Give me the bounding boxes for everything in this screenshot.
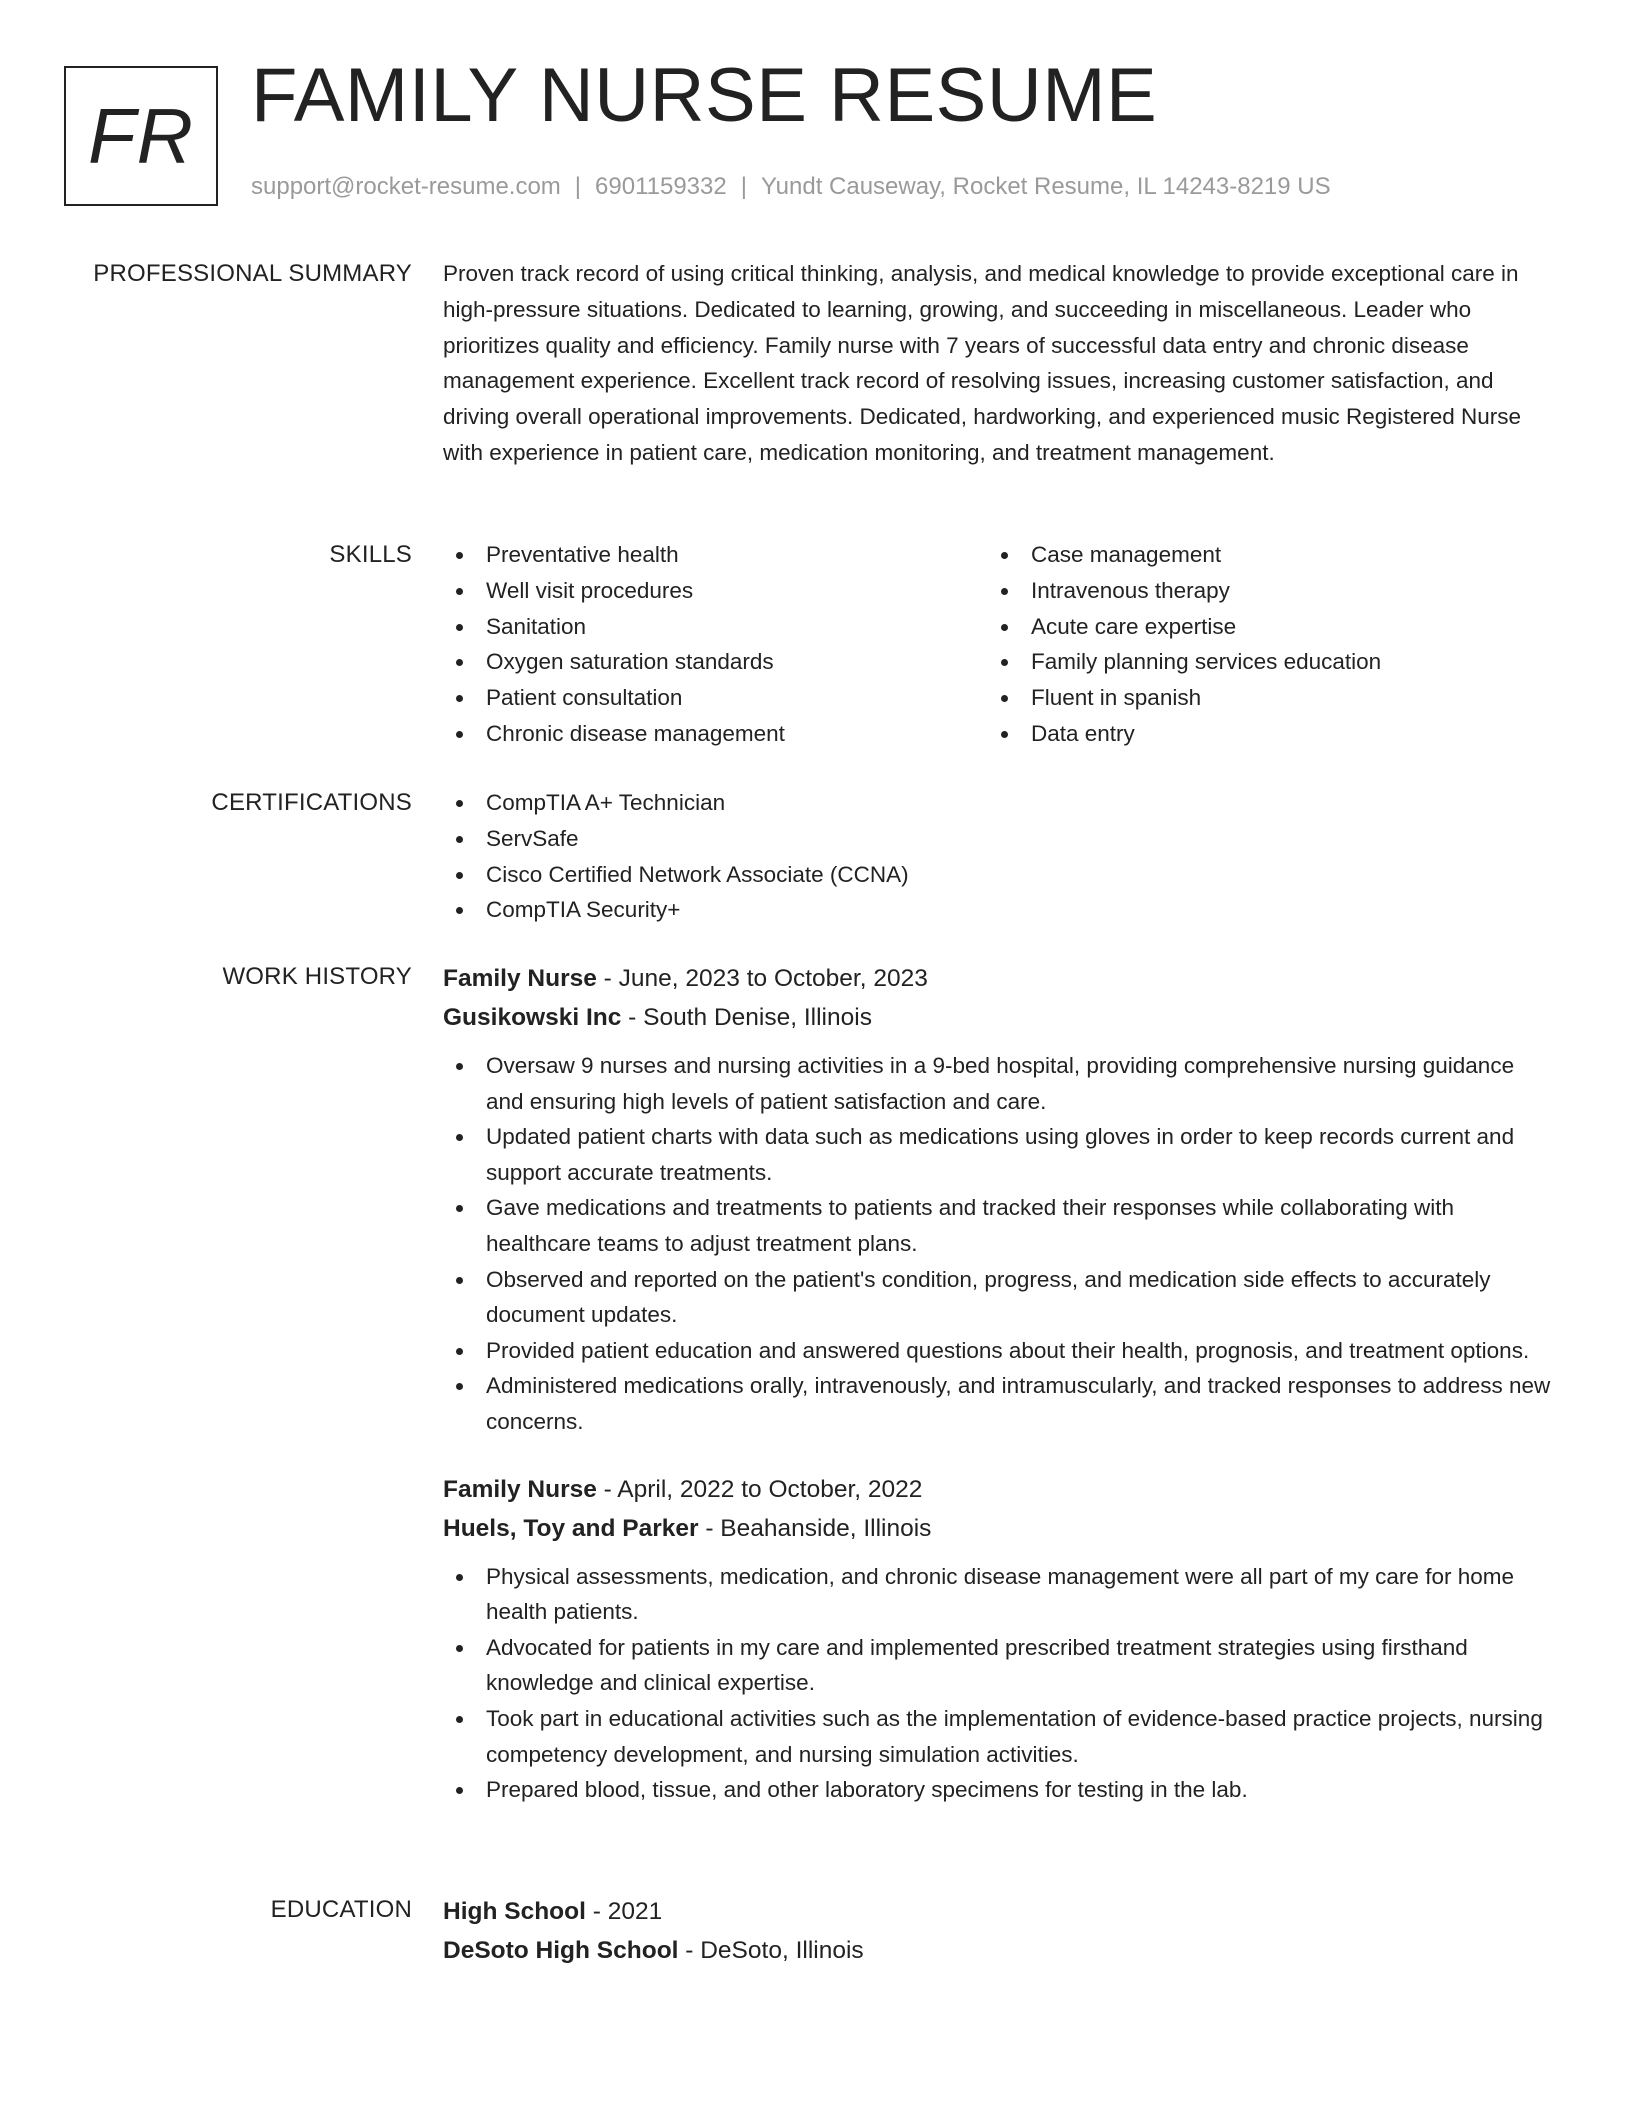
- job-company-line: [443, 1509, 1553, 1548]
- skills-column-1: [443, 537, 988, 752]
- job-duty: Administered medications orally, intravenously, and intramuscularly, and tracked responses to address new concerns.: [443, 1368, 1553, 1439]
- skill-item: Patient consultation: [443, 680, 988, 716]
- skill-item: Fluent in spanish: [988, 680, 1533, 716]
- monogram-box: [64, 66, 218, 206]
- certification-item: CompTIA A+ Technician: [443, 785, 1553, 821]
- job-duties-list: [443, 1559, 1553, 1808]
- skills-heading: SKILLS: [329, 541, 412, 568]
- job-role-line: [443, 959, 1553, 998]
- job-entry: [443, 959, 1553, 1440]
- contact-email[interactable]: support@rocket-resume.com: [251, 173, 561, 200]
- summary-heading: PROFESSIONAL SUMMARY: [93, 260, 412, 287]
- education-degree-line: [443, 1892, 1553, 1931]
- job-company: Gusikowski Inc: [443, 1004, 622, 1031]
- job-duty: Took part in educational activities such as the implementation of evidence-based practice projects, nursing competency development, and nursing simulation activities.: [443, 1701, 1553, 1772]
- summary-text: Proven track record of using critical thinking, analysis, and medical knowledge to provide exceptional care in high-pressure situations. Dedicated to learning, growing, and succeeding in miscellaneous. Leader who prioritizes quality and efficiency. Family nurse with 7 years of successful data entry and chronic disease management experience. Excellent track record of resolving issues, increasing customer satisfaction, and driving overall operational improvements. Dedicated, hardworking, and experienced music Registered Nurse with experience in patient care, medication monitoring, and treatment management.: [443, 261, 1522, 465]
- education-school: DeSoto High School: [443, 1937, 679, 1964]
- skills-body: [443, 537, 1553, 752]
- work-history-body: [443, 959, 1553, 1808]
- job-duties-list: [443, 1048, 1553, 1440]
- skill-item: Family planning services education: [988, 644, 1533, 680]
- job-role-line: [443, 1470, 1553, 1509]
- resume-title: FAMILY NURSE RESUME: [251, 53, 1158, 138]
- contact-line: [251, 175, 1331, 199]
- monogram-initials: FR: [88, 92, 194, 180]
- job-dates: - April, 2022 to October, 2022: [596, 1475, 923, 1503]
- skills-grid: [443, 537, 1553, 752]
- job-location: - South Denise, Illinois: [621, 1004, 872, 1031]
- skills-column-2: [988, 537, 1533, 752]
- skill-item: Well visit procedures: [443, 573, 988, 609]
- job-duty: Prepared blood, tissue, and other laboratory specimens for testing in the lab.: [443, 1772, 1553, 1808]
- contact-phone[interactable]: 6901159332: [595, 173, 727, 200]
- job-duty: Advocated for patients in my care and implemented prescribed treatment strategies using firsthand knowledge and clinical expertise.: [443, 1630, 1553, 1701]
- skill-item: Preventative health: [443, 537, 988, 573]
- skill-item: Acute care expertise: [988, 609, 1533, 645]
- skill-item: Intravenous therapy: [988, 573, 1533, 609]
- job-duty: Updated patient charts with data such as medications using gloves in order to keep records current and support accurate treatments.: [443, 1119, 1553, 1190]
- job-duty: Gave medications and treatments to patients and tracked their responses while collaborating with healthcare teams to adjust treatment plans.: [443, 1190, 1553, 1261]
- contact-separator: |: [740, 173, 747, 200]
- job-entry: [443, 1470, 1553, 1808]
- work-history-heading: WORK HISTORY: [222, 963, 412, 990]
- certifications-heading: CERTIFICATIONS: [211, 789, 412, 816]
- skill-item: Oxygen saturation standards: [443, 644, 988, 680]
- job-duty: Oversaw 9 nurses and nursing activities in a 9-bed hospital, providing comprehensive nursing guidance and ensuring high levels of patient satisfaction and care.: [443, 1048, 1553, 1119]
- job-dates: - June, 2023 to October, 2023: [596, 965, 928, 992]
- education-school-line: [443, 1931, 1553, 1970]
- skill-item: Sanitation: [443, 609, 988, 645]
- job-role: Family Nurse: [443, 1475, 597, 1503]
- contact-separator: |: [574, 173, 582, 200]
- certification-item: Cisco Certified Network Associate (CCNA): [443, 857, 1553, 893]
- education-year: - 2021: [585, 1898, 663, 1925]
- education-location: - DeSoto, Illinois: [678, 1937, 864, 1964]
- education-heading: EDUCATION: [270, 1896, 412, 1923]
- job-duty: Observed and reported on the patient's condition, progress, and medication side effects to accurately document updates.: [443, 1262, 1553, 1333]
- job-duty: Provided patient education and answered questions about their health, prognosis, and treatment options.: [443, 1333, 1553, 1369]
- certification-item: ServSafe: [443, 821, 1553, 857]
- skill-item: Data entry: [988, 716, 1533, 752]
- education-degree: High School: [443, 1898, 586, 1925]
- skill-item: Chronic disease management: [443, 716, 988, 752]
- education-body: [443, 1892, 1553, 1970]
- job-company-line: [443, 998, 1553, 1037]
- certification-item: CompTIA Security+: [443, 892, 1553, 928]
- contact-address: Yundt Causeway, Rocket Resume, IL 14243-8219 US: [760, 173, 1331, 200]
- job-company: Huels, Toy and Parker: [443, 1514, 699, 1542]
- job-duty: Physical assessments, medication, and chronic disease management were all part of my care for home health patients.: [443, 1559, 1553, 1630]
- job-location: - Beahanside, Illinois: [698, 1514, 932, 1542]
- job-role: Family Nurse: [443, 965, 597, 992]
- certifications-list: [443, 785, 1553, 928]
- skill-item: Case management: [988, 537, 1533, 573]
- certifications-body: [443, 785, 1553, 928]
